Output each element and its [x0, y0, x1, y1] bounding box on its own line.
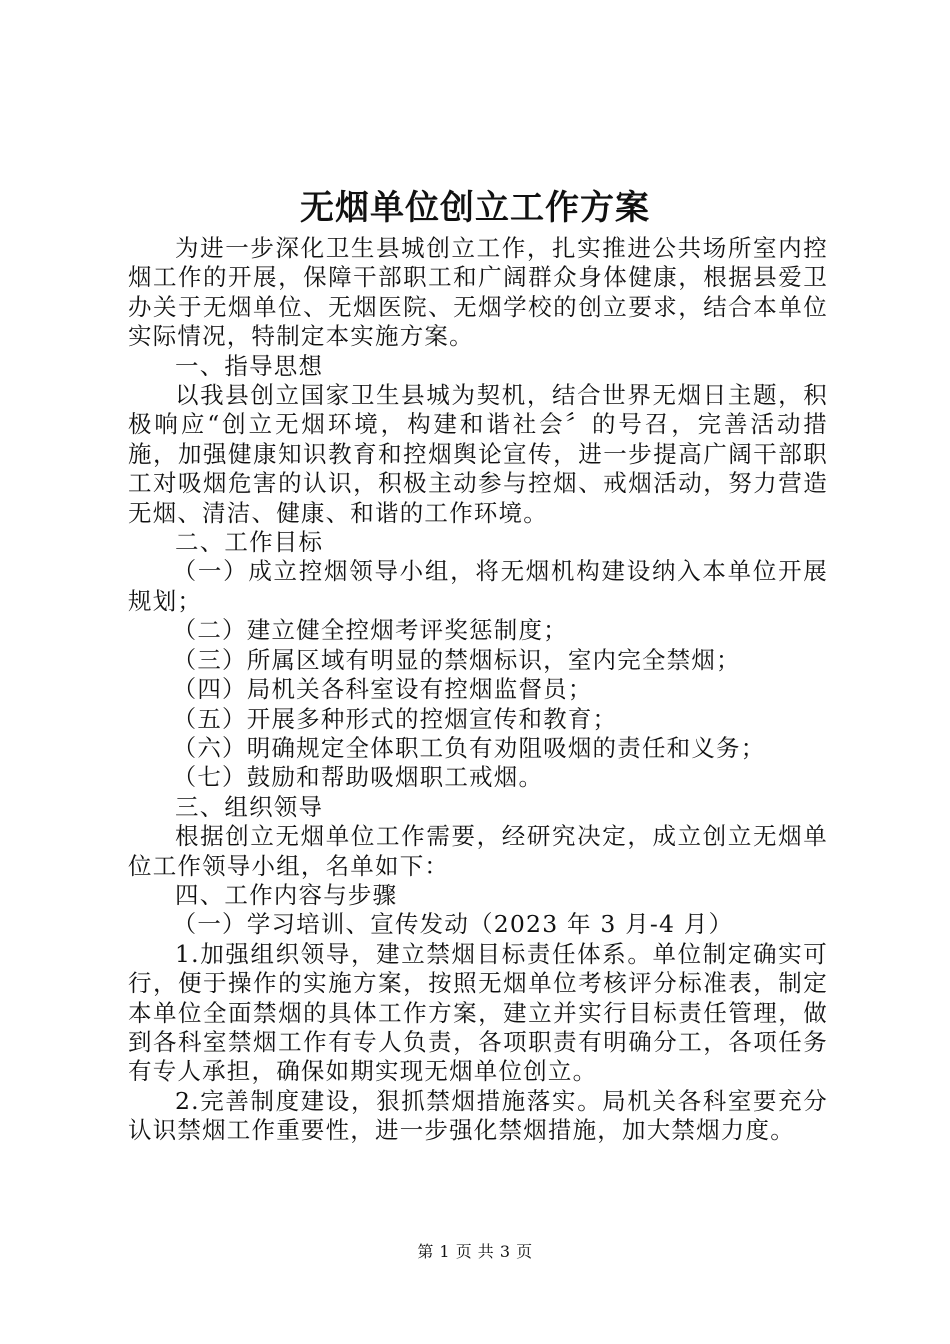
section-heading-work-goals: 二、工作目标 [175, 528, 324, 557]
organization-paragraph: 根据创立无烟单位工作需要，经研究决定，成立创立无烟单位工作领导小组，名单如下： [128, 822, 828, 880]
document-body [128, 234, 828, 1146]
goal-item-2: （二）建立健全控烟考评奖惩制度； [172, 616, 568, 645]
guiding-ideology-paragraph: 以我县创立国家卫生县城为契机，结合世界无烟日主题，积极响应“创立无烟环境，构建和谐社会〞的号召，完善活动措施，加强健康知识教育和控烟舆论宣传，进一步提高广阔干部职工对吸烟危害的认识，积极主动参与控烟、戒烟活动，努力营造无烟、清洁、健康、和谐的工作环境。 [128, 381, 828, 527]
goal-item-3: （三）所属区域有明显的禁烟标识，室内完全禁烟； [172, 645, 741, 674]
goal-item-1: （一）成立控烟领导小组，将无烟机构建设纳入本单位开展规划； [128, 557, 828, 615]
page-footer: 第 1 页 共 3 页 [417, 1242, 533, 1261]
step-paragraph-1: 1.加强组织领导，建立禁烟目标责任体系。单位制定确实可行，便于操作的实施方案，按照无烟单位考核评分标准表，制定本单位全面禁烟的具体工作方案，建立并实行目标责任管理，做到各科室禁烟工作有专人负责，各项职责有明确分工，各项任务有专人承担，确保如期实现无烟单位创立。 [128, 939, 828, 1086]
goal-item-7: （七）鼓励和帮助吸烟职工戒烟。 [172, 763, 544, 792]
section-heading-work-content: 四、工作内容与步骤 [175, 880, 398, 909]
goal-item-6: （六）明确规定全体职工负有劝阻吸烟的责任和义务； [172, 733, 766, 762]
section-heading-organization: 三、组织领导 [175, 792, 324, 821]
document-title: 无烟单位创立工作方案 [300, 188, 650, 228]
section-heading-guiding-ideology: 一、指导思想 [175, 351, 324, 380]
step-paragraph-2: 2.完善制度建设，狠抓禁烟措施落实。局机关各科室要充分认识禁烟工作重要性，进一步强化禁烟措施，加大禁烟力度。 [128, 1086, 828, 1145]
goal-item-4: （四）局机关各科室设有控烟监督员； [172, 675, 593, 704]
intro-paragraph: 为进一步深化卫生县城创立工作，扎实推进公共场所室内控烟工作的开展，保障干部职工和广阔群众身体健康，根据县爱卫办关于无烟单位、无烟医院、无烟学校的创立要求，结合本单位实际情况，特制定本实施方案。 [128, 234, 828, 351]
goal-item-5: （五）开展多种形式的控烟宣传和教育； [172, 704, 618, 733]
subsection-heading-training: （一）学习培训、宣传发动（2023 年 3 月-4 月） [172, 910, 734, 939]
